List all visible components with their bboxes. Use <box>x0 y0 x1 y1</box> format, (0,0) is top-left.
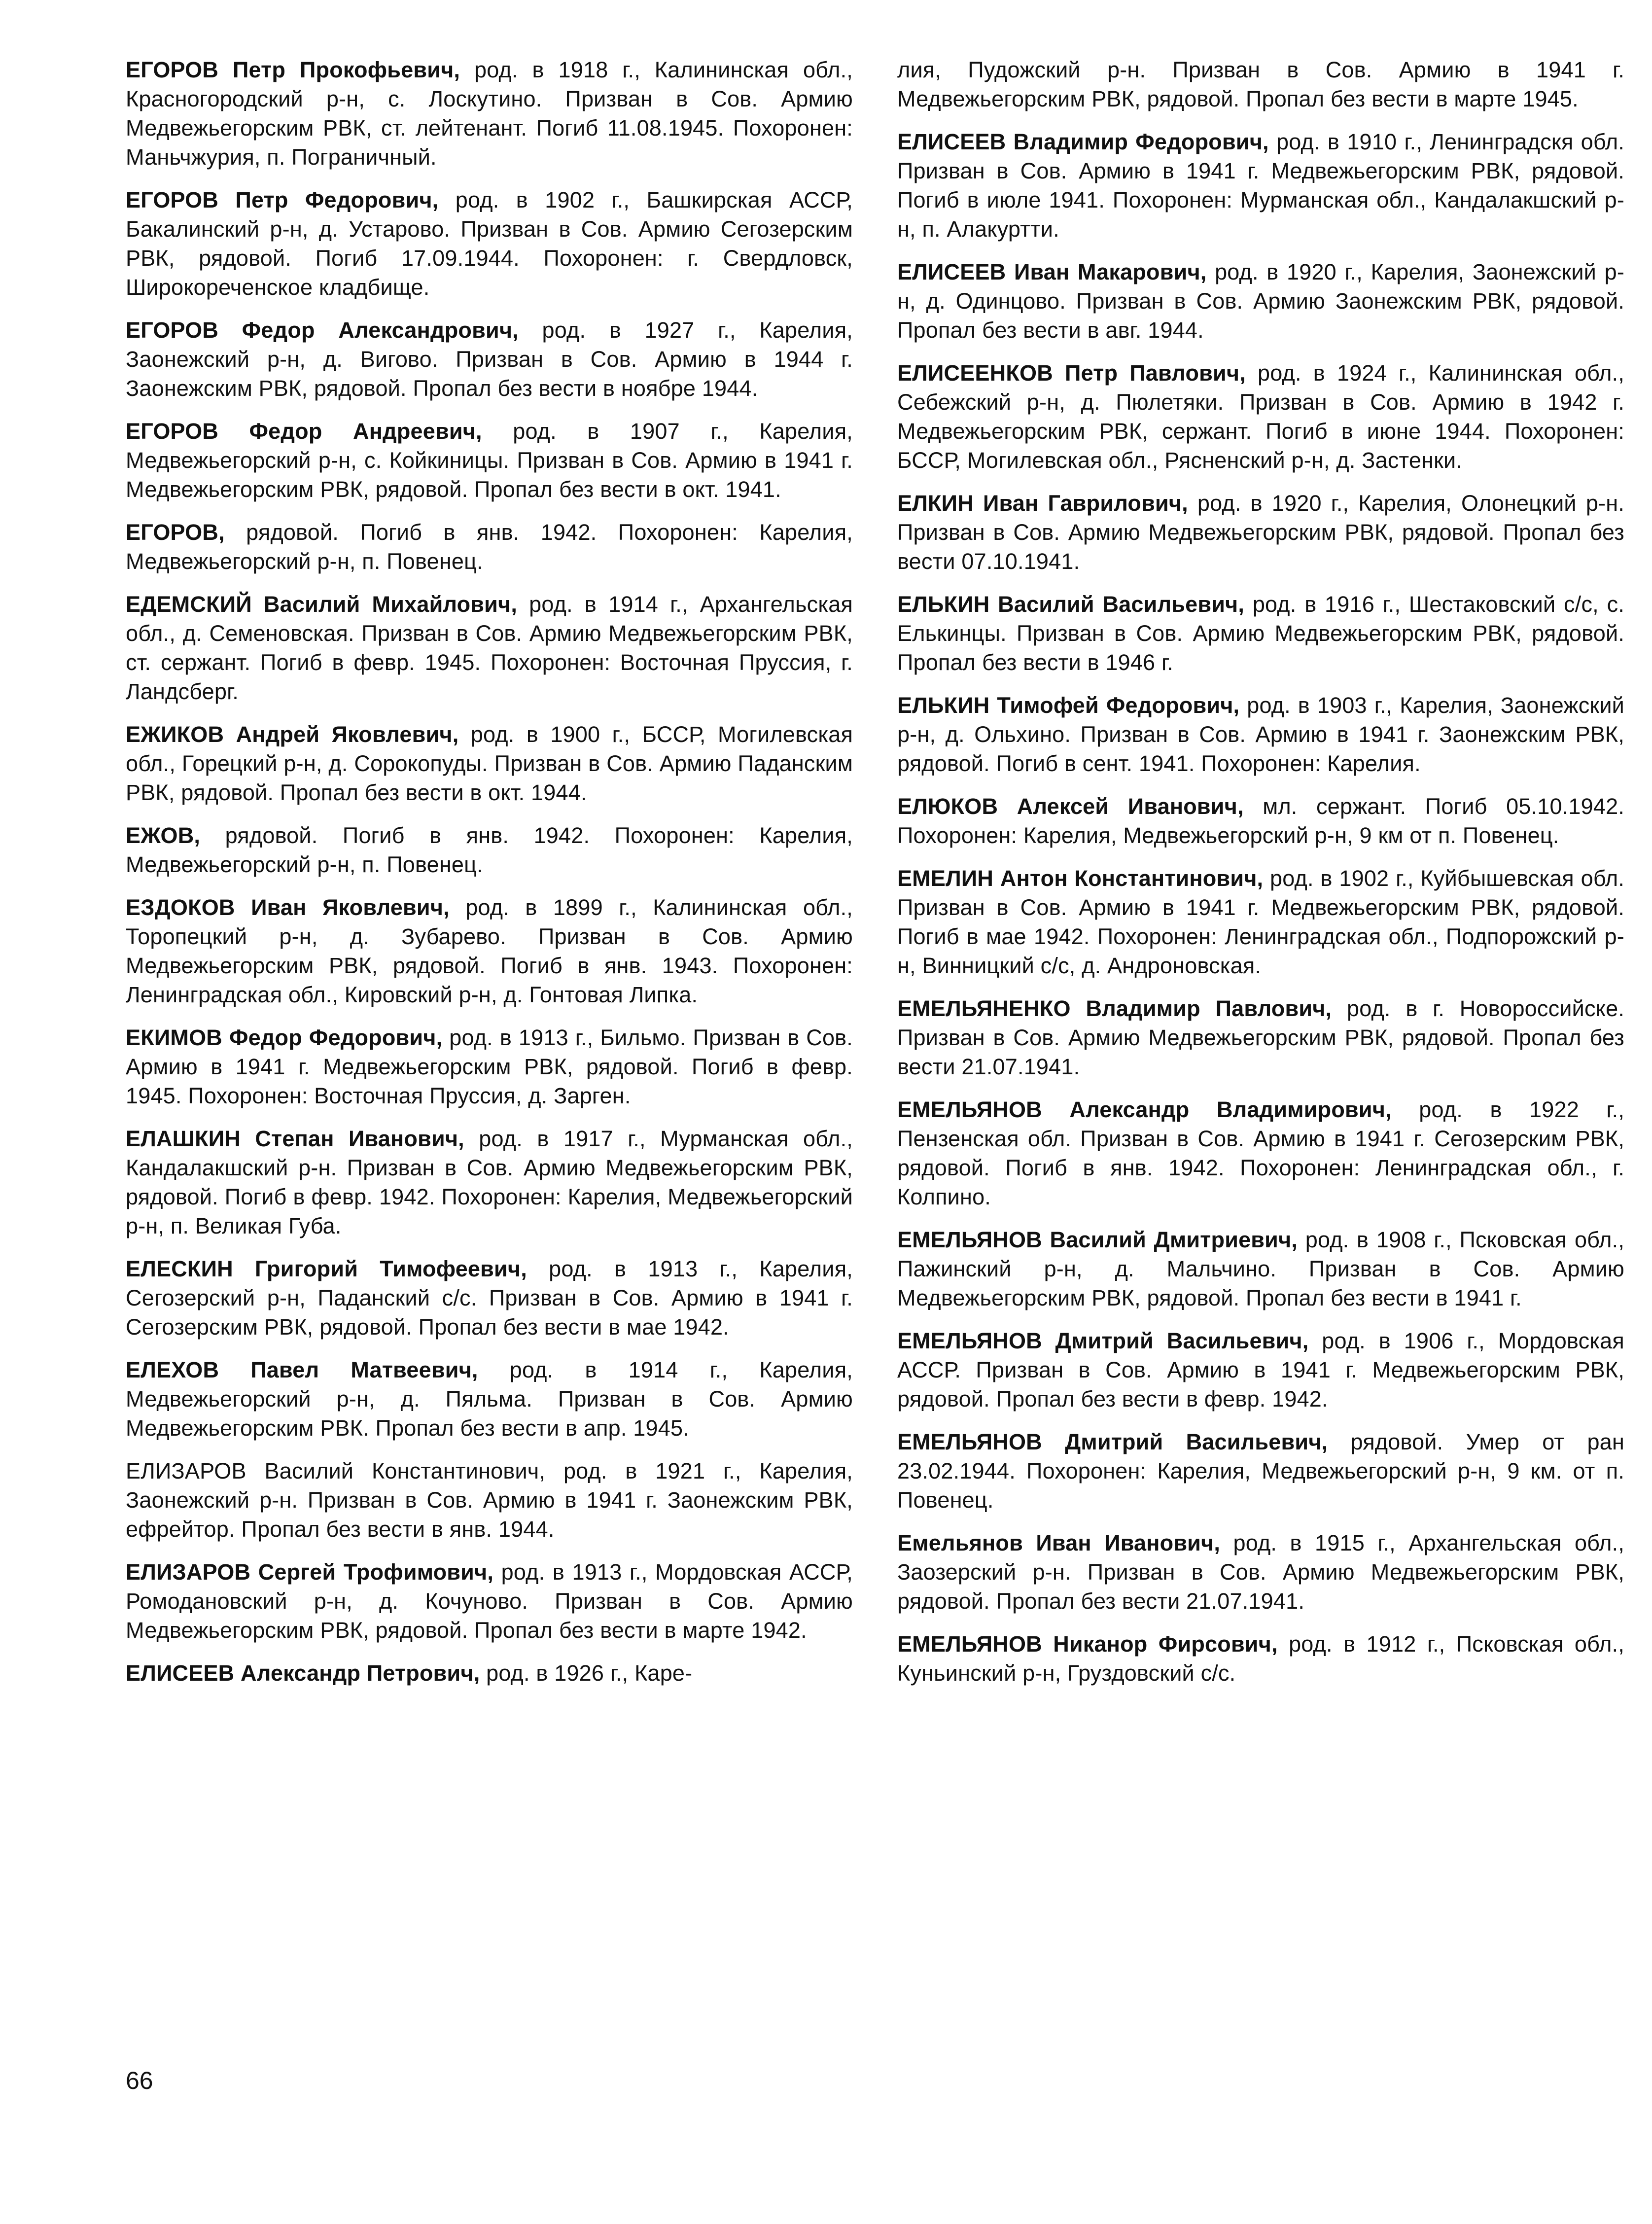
entry-text: род. в 1918 г., Калининская обл., Красногородский р-н, с. Лоскутино. Призван в Сов. Армию Медвежьегорским РВК, ст. лейтенант. Погиб 11.08.1945. Похоронен: Маньчжурия, п. Пограничный. <box>126 57 853 170</box>
entry-text: род. в 1914 г., Карелия, Медвежьегорский р-н, д. Пяльма. Призван в Сов. Армию Медвежьегорским РВК. Пропал без вести в апр. 1945. <box>126 1357 853 1441</box>
entry-name: ЕЛИЗАРОВ Василий Константинович, <box>126 1458 546 1483</box>
entry-text: род. в 1908 г., Псковская обл., Пажинский р-н, д. Мальчино. Призван в Сов. Армию Медвежьегорским РВК, рядовой. Пропал без вести в 1941 г. <box>897 1227 1624 1310</box>
entry-name: ЕЗДОКОВ Иван Яковлевич, <box>126 895 450 920</box>
entry <box>897 994 1624 1081</box>
entry-name: ЕГОРОВ Федор Андреевич, <box>126 419 482 444</box>
entry <box>897 257 1624 345</box>
entry-text: род. в 1926 г., Каре- <box>480 1660 693 1686</box>
entry <box>897 1528 1624 1616</box>
entry <box>126 893 853 1009</box>
entry-text: род. в 1912 г., Псковская обл., Куньинский р-н, Груздовский с/с. <box>897 1631 1624 1686</box>
entry-name: ЕМЕЛЬЯНОВ Василий Дмитриевич, <box>897 1227 1298 1252</box>
entry <box>126 1124 853 1240</box>
entry-text: род. в 1921 г., Карелия, Заонежский р-н. Призван в Сов. Армию в 1941 г. Заонежским РВК, ефрейтор. Пропал без вести в янв. 1944. <box>126 1458 853 1542</box>
entry-name: ЕЛЮКОВ Алексей Иванович, <box>897 794 1244 819</box>
entry <box>126 1254 853 1341</box>
entry <box>126 1456 853 1544</box>
entry-text: род. в 1922 г., Пензенская обл. Призван в Сов. Армию в 1941 г. Сегозерским РВК, рядовой. Погиб в янв. 1942. Похоронен: Ленинградская обл., г. Колпино. <box>897 1097 1624 1209</box>
entry-text: род. в 1916 г., Шестаковский с/с, с. Елькинцы. Призван в Сов. Армию Медвежьегорским РВК, рядовой. Пропал без вести в 1946 г. <box>897 592 1624 675</box>
entry <box>897 1225 1624 1312</box>
entry-text: род. в 1913 г., Мордовская АССР, Ромодановский р-н, д. Кочуново. Призван в Сов. Армию Медвежьегорским РВК, рядовой. Пропал без вести в марте 1942. <box>126 1559 853 1643</box>
entry-name: ЕМЕЛЬЯНОВ Никанор Фирсович, <box>897 1631 1278 1657</box>
entry <box>897 590 1624 677</box>
entry <box>126 417 853 504</box>
entry-text: род. в 1915 г., Архангельская обл., Заозерский р-н. Призван в Сов. Армию Медвежьегорским РВК, рядовой. Пропал без вести 21.07.1941. <box>897 1530 1624 1614</box>
entry-text: род. в 1917 г., Мурманская обл., Кандалакшский р-н. Призван в Сов. Армию Медвежьегорским РВК, рядовой. Погиб в февр. 1942. Похоронен: Карелия, Медвежьегорский р-н, п. Великая Губа. <box>126 1126 853 1238</box>
entry-text: рядовой. Погиб в янв. 1942. Похоронен: Карелия, Медвежьегорский р-н, п. Повенец. <box>126 520 853 574</box>
entry-name: ЕЛЬКИН Василий Васильевич, <box>897 592 1245 617</box>
entry-text: род. в 1910 г., Ленинградскя обл. Призван в Сов. Армию в 1941 г. Медвежьегорским РВК, рядовой. Погиб в июле 1941. Похоронен: Мурманская обл., Кандалакшский р-н, п. Алакуртти. <box>897 129 1625 242</box>
entry-text: род. в 1920 г., Карелия, Олонецкий р-н. Призван в Сов. Армию Медвежьегорским РВК, рядовой. Пропал без вести 07.10.1941. <box>897 491 1624 574</box>
entry-name: ЕЛИСЕЕНКОВ Петр Павлович, <box>897 360 1246 386</box>
entry-text: род. в 1913 г., Бильмо. Призван в Сов. Армию в 1941 г. Медвежьегорским РВК, рядовой. Погиб в февр. 1945. Похоронен: Восточная Пруссия, д. Зарген. <box>126 1025 853 1108</box>
entry <box>897 691 1624 778</box>
entry-text: род. в г. Новороссийске. Призван в Сов. Армию Медвежьегорским РВК, рядовой. Пропал без вести 21.07.1941. <box>897 996 1624 1079</box>
entry <box>126 821 853 879</box>
entry <box>897 489 1624 576</box>
entry <box>897 1629 1624 1688</box>
entry-name: ЕЛЕХОВ Павел Матвеевич, <box>126 1357 478 1382</box>
entry-name: ЕЛИСЕЕВ Иван Макарович, <box>897 259 1207 284</box>
entry-text: род. в 1902 г., Куйбышевская обл. Призван в Сов. Армию в 1941 г. Медвежьегорским РВК, рядовой. Погиб в мае 1942. Похоронен: Ленинградская обл., Подпорожский р-н, Винницкий с/с, д. Андроновская. <box>897 866 1624 978</box>
entry-text: мл. сержант. Погиб 05.10.1942. Похоронен: Карелия, Медвежьегорский р-н, 9 км от п. Повенец. <box>897 794 1624 848</box>
entry-name: ЕЛКИН Иван Гаврилович, <box>897 491 1188 516</box>
entry <box>897 1427 1624 1515</box>
entry-text: род. в 1900 г., БССР, Могилевская обл., Горецкий р-н, д. Сорокопуды. Призван в Сов. Армию Паданским РВК, рядовой. Пропал без вести в окт. 1944. <box>126 722 853 805</box>
entry-name: ЕМЕЛИН Антон Константинович, <box>897 866 1264 891</box>
entry-text: род. в 1907 г., Карелия, Медвежьегорский р-н, с. Койкиницы. Призван в Сов. Армию в 1941 г. Медвежьегорским РВК, рядовой. Пропал без вести в окт. 1941. <box>126 419 853 502</box>
entry <box>897 792 1624 850</box>
entry <box>126 185 853 302</box>
entry <box>897 1095 1624 1211</box>
entry <box>126 1355 853 1443</box>
entry-name: ЕГОРОВ Федор Александрович, <box>126 318 519 343</box>
entry <box>897 55 1624 113</box>
entry <box>126 1659 853 1688</box>
entry-text: род. в 1927 г., Карелия, Заонежский р-н, д. Вигово. Призван в Сов. Армию в 1944 г. Заонежским РВК, рядовой. Пропал без вести в ноябре 1944. <box>126 318 853 401</box>
entry-text: род. в 1902 г., Башкирская АССР, Бакалинский р-н, д. Устарово. Призван в Сов. Армию Сегозерским РВК, рядовой. Погиб 17.09.1944. Похоронен: г. Свердловск, Широкореченское кладбище. <box>126 187 853 300</box>
entry-text: рядовой. Умер от ран 23.02.1944. Похоронен: Карелия, Медвежьегорский р-н, 9 км. от п. Повенец. <box>897 1429 1624 1513</box>
entry-name: ЕКИМОВ Федор Федорович, <box>126 1025 443 1050</box>
entry-name: Емельянов Иван Иванович, <box>897 1530 1221 1555</box>
entry-name: ЕГОРОВ Петр Прокофьевич, <box>126 57 460 82</box>
entry-text: род. в 1920 г., Карелия, Заонежский р-н, д. Одинцово. Призван в Сов. Армию Заонежским РВК, рядовой. Пропал без вести в авг. 1944. <box>897 259 1625 343</box>
entry-name: ЕЛЬКИН Тимофей Федорович, <box>897 693 1240 718</box>
entry-name: ЕДЕМСКИЙ Василий Михайлович, <box>126 592 518 617</box>
entry <box>126 518 853 576</box>
entry-text: род. в 1924 г., Калининская обл., Себежский р-н, д. Пюлетяки. Призван в Сов. Армию в 1942 г. Медвежьегорским РВК, сержант. Погиб в июне 1944. Похоронен: БССР, Могилевская обл., Рясненский р-н, д. Застенки. <box>897 360 1624 473</box>
entry-name: ЕЛАШКИН Степан Иванович, <box>126 1126 464 1151</box>
entry-name: ЕЛИСЕЕВ Александр Петрович, <box>126 1660 480 1686</box>
entry-name: ЕЖИКОВ Андрей Яковлевич, <box>126 722 459 747</box>
entry <box>126 316 853 403</box>
entry-text: род. в 1906 г., Мордовская АССР. Призван в Сов. Армию в 1941 г. Медвежьегорским РВК, рядовой. Пропал без вести в февр. 1942. <box>897 1328 1624 1412</box>
entry <box>126 720 853 807</box>
entry-name: ЕГОРОВ, <box>126 520 225 545</box>
entry <box>126 590 853 706</box>
entry <box>897 864 1624 980</box>
entry-text: род. в 1903 г., Карелия, Заонежский р-н, д. Ольхино. Призван в Сов. Армию в 1941 г. Заонежским РВК, рядовой. Погиб в сент. 1941. Похоронен: Карелия. <box>897 693 1624 776</box>
entry <box>126 1557 853 1645</box>
entry-text: рядовой. Погиб в янв. 1942. Похоронен: Карелия, Медвежьегорский р-н, п. Повенец. <box>126 823 853 877</box>
entry-name: ЕМЕЛЬЯНОВ Дмитрий Васильевич, <box>897 1429 1328 1454</box>
entry-name: ЕЛИЗАРОВ Сергей Трофимович, <box>126 1559 494 1585</box>
entry-name: ЕЛИСЕЕВ Владимир Федорович, <box>897 129 1269 154</box>
entry-name: ЕГОРОВ Петр Федорович, <box>126 187 439 212</box>
entry <box>126 1023 853 1110</box>
entry-text: род. в 1914 г., Архангельская обл., д. Семеновская. Призван в Сов. Армию Медвежьегорским РВК, ст. сержант. Погиб в февр. 1945. Похоронен: Восточная Пруссия, г. Ландсберг. <box>126 592 853 704</box>
entry-name: ЕЖОВ, <box>126 823 201 848</box>
page-number: 66 <box>126 2067 153 2094</box>
entry-name: ЕМЕЛЬЯНЕНКО Владимир Павлович, <box>897 996 1332 1021</box>
entry-text: род. в 1899 г., Калининская обл., Торопецкий р-н, д. Зубарево. Призван в Сов. Армию Медвежьегорским РВК, рядовой. Погиб в янв. 1943. Похоронен: Ленинградская обл., Кировский р-н, д. Гонтовая Липка. <box>126 895 853 1007</box>
entry-name: ЕЛЕСКИН Григорий Тимофеевич, <box>126 1256 527 1281</box>
entry <box>897 358 1624 475</box>
left-column <box>126 55 853 1701</box>
entry-name: ЕМЕЛЬЯНОВ Александр Владимирович, <box>897 1097 1392 1122</box>
right-column <box>897 55 1624 1701</box>
entry <box>897 1326 1624 1413</box>
entry-name: ЕМЕЛЬЯНОВ Дмитрий Васильевич, <box>897 1328 1309 1353</box>
entry <box>126 55 853 172</box>
entry-text: род. в 1913 г., Карелия, Сегозерский р-н, Паданский с/с. Призван в Сов. Армию в 1941 г. Сегозерским РВК, рядовой. Пропал без вести в мае 1942. <box>126 1256 853 1340</box>
entry <box>897 127 1624 244</box>
entry-text: лия, Пудожский р-н. Призван в Сов. Армию в 1941 г. Медвежьегорским РВК, рядовой. Пропал без вести в марте 1945. <box>897 57 1624 111</box>
